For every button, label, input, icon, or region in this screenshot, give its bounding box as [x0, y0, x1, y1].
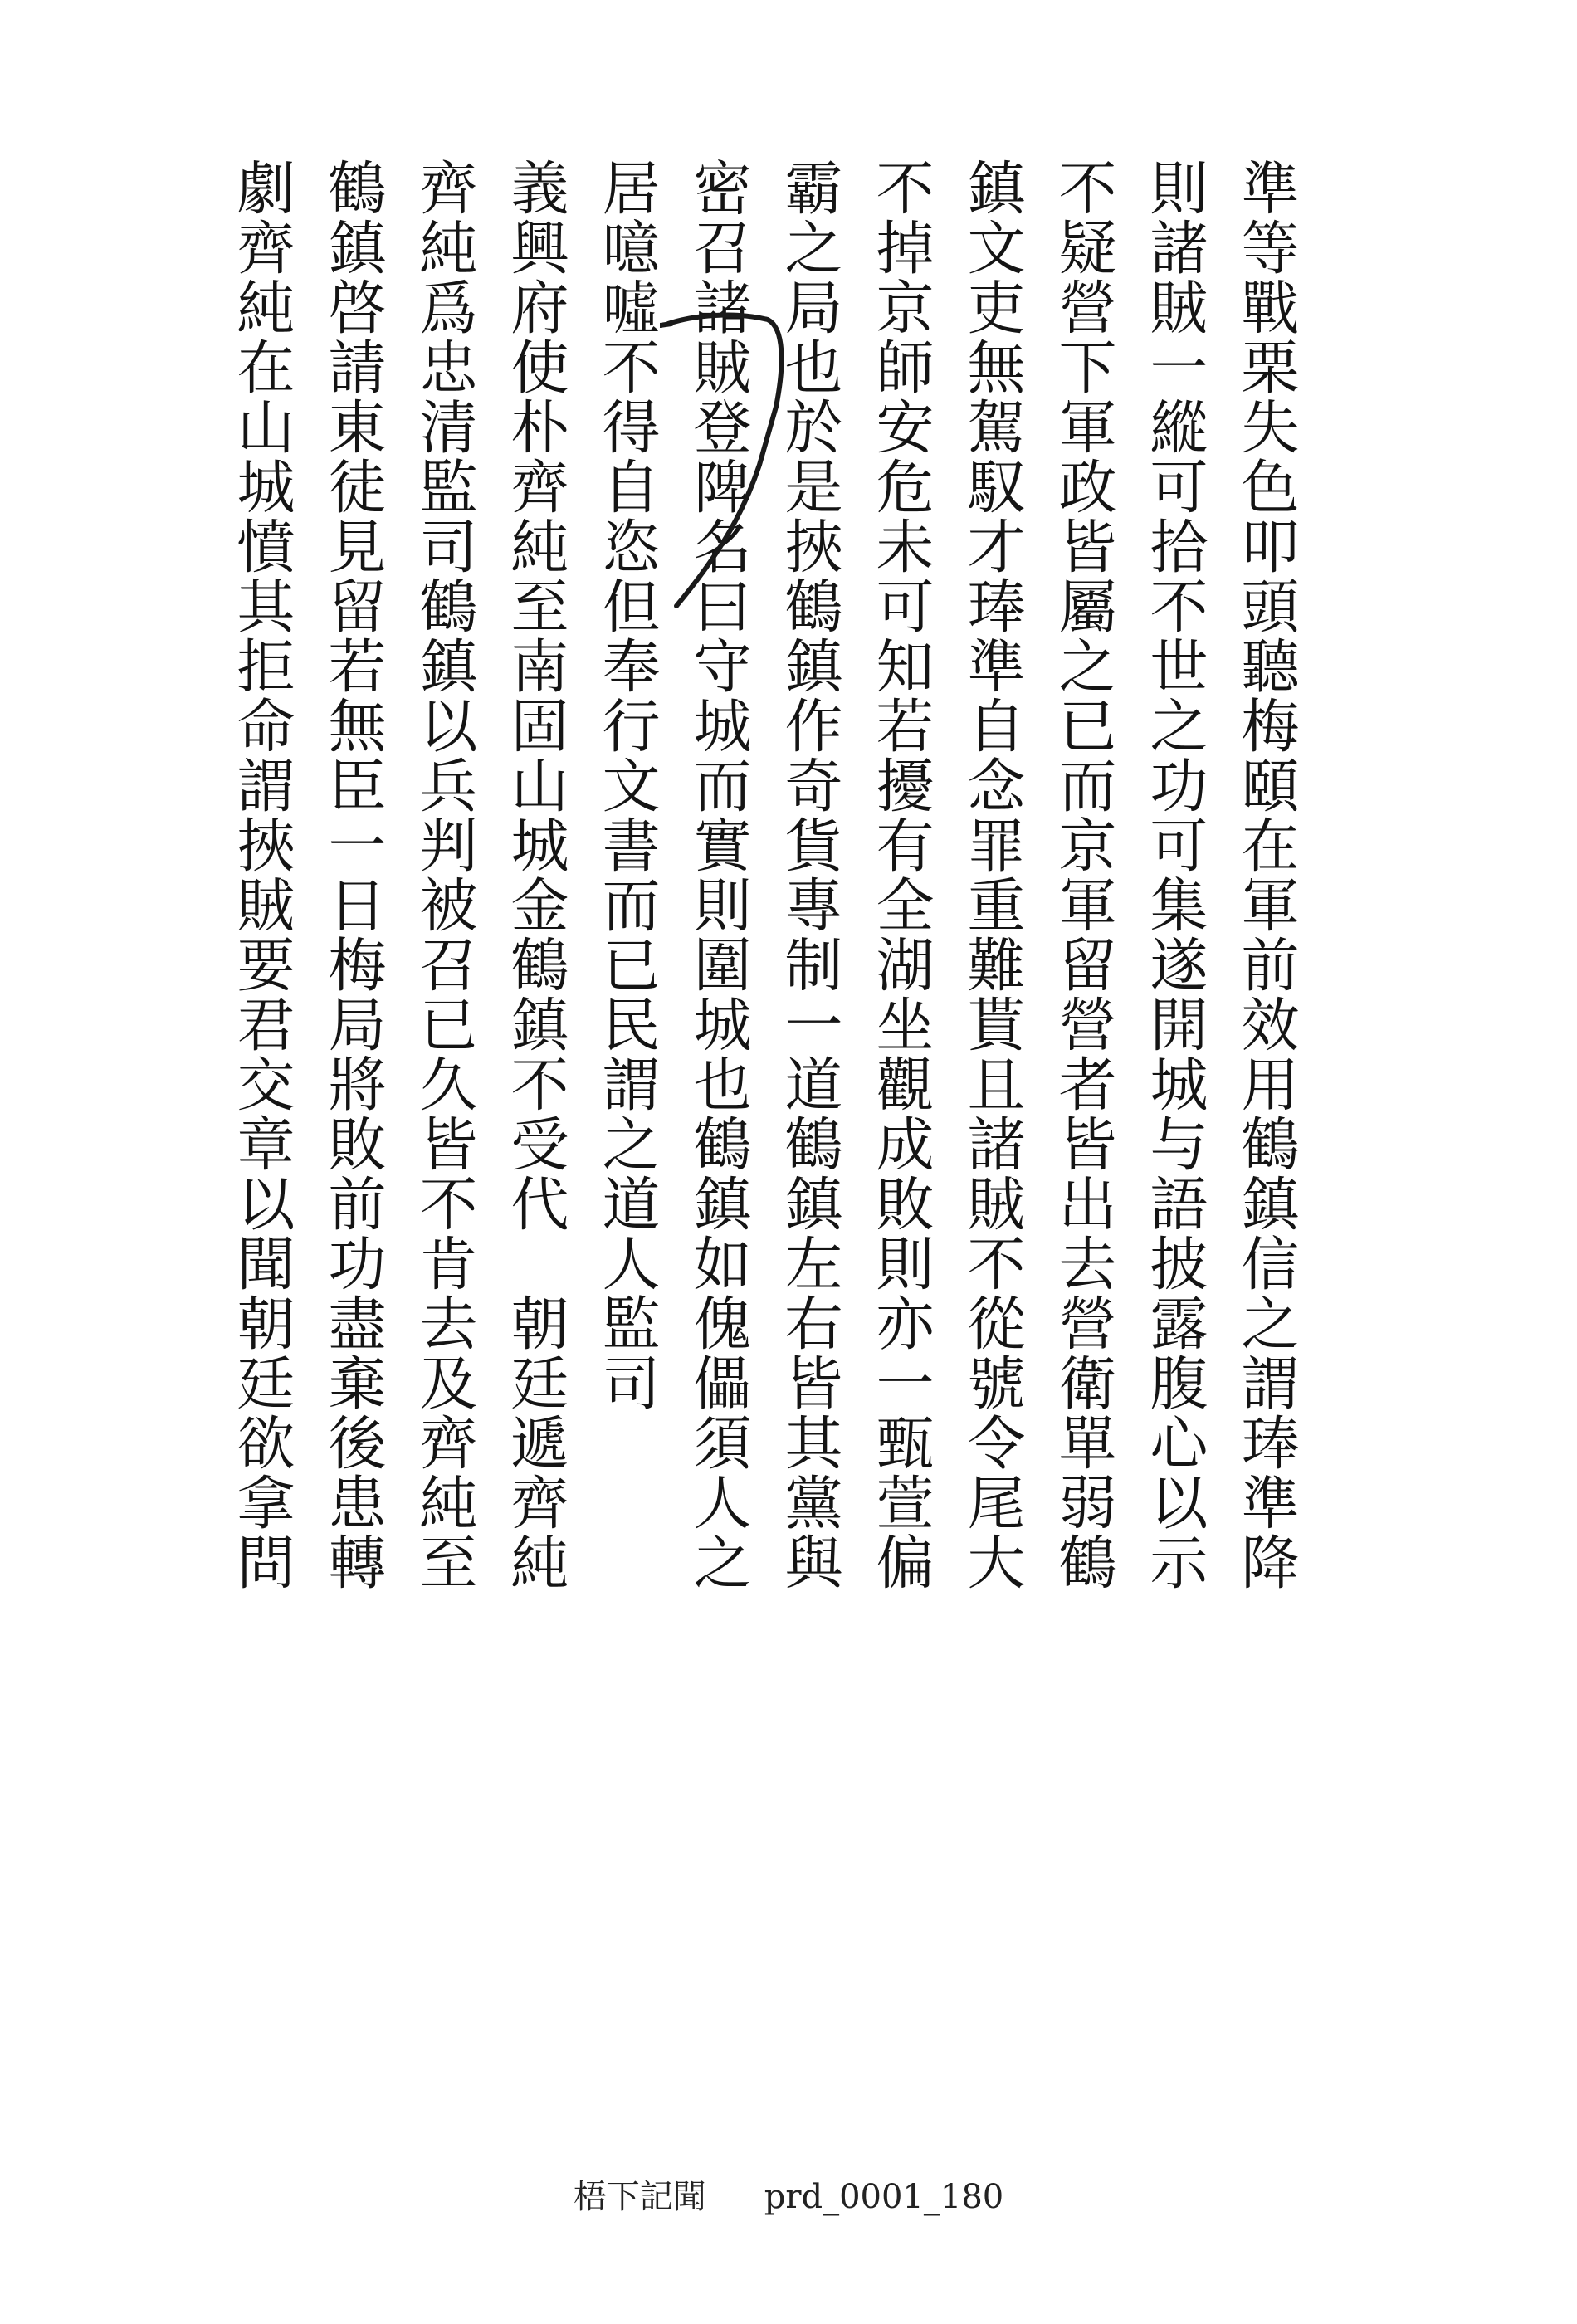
text-column: 不掉京師安危未可知若擾有全湖坐觀成敗則亦一甄萱偏: [867, 158, 935, 1592]
text-column: 鎮文吏無駕馭才琫準自念罪重難貰且諸賊不從號令尾大: [958, 158, 1026, 1592]
page-footer: [0, 2170, 1577, 2218]
book-title: 梧下記聞: [573, 2178, 706, 2216]
handwritten-bracket-mark: [660, 307, 793, 622]
text-column: 劇齊純在山城憤其拒命謂挾賊要君交章以聞朝廷欲拿問: [227, 158, 295, 1592]
text-column: 則諸賊一縱可拾不世之功可集遂開城与語披露腹心以示: [1140, 158, 1208, 1592]
manuscript-text-block: [212, 158, 1307, 1809]
text-column: 密召諸賊登陴名曰守城而實則圍城也鶴鎮如傀儡須人之: [684, 158, 752, 1592]
text-column: 齊純爲忠清監司鶴鎮以兵判被召已久皆不肯去及齊純至: [410, 158, 478, 1592]
text-column: 不疑營下軍政皆屬之已而京軍留營者皆出去營衛單弱鶴: [1049, 158, 1117, 1592]
text-column: 鶴鎮啓請東徒見留若無臣一日梅局將敗前功盡棄後患轉: [319, 158, 387, 1592]
page-identifier: prd_0001_180: [764, 2178, 1004, 2216]
text-column: 霸之局也於是挾鶴鎮作奇貨專制一道鶴鎮左右皆其黨與: [775, 158, 843, 1592]
text-column: 義興府使朴齊純至南固山城金鶴鎮不受代 朝廷遞齊純: [501, 158, 569, 1592]
text-column: 準等戰栗失色叩頭聽梅頤在軍前效用鶴鎮信之謂琫準降: [1232, 158, 1300, 1592]
text-column: 居噫噓不得自恣但奉行文書而已民謂之道人監司: [593, 158, 661, 1413]
